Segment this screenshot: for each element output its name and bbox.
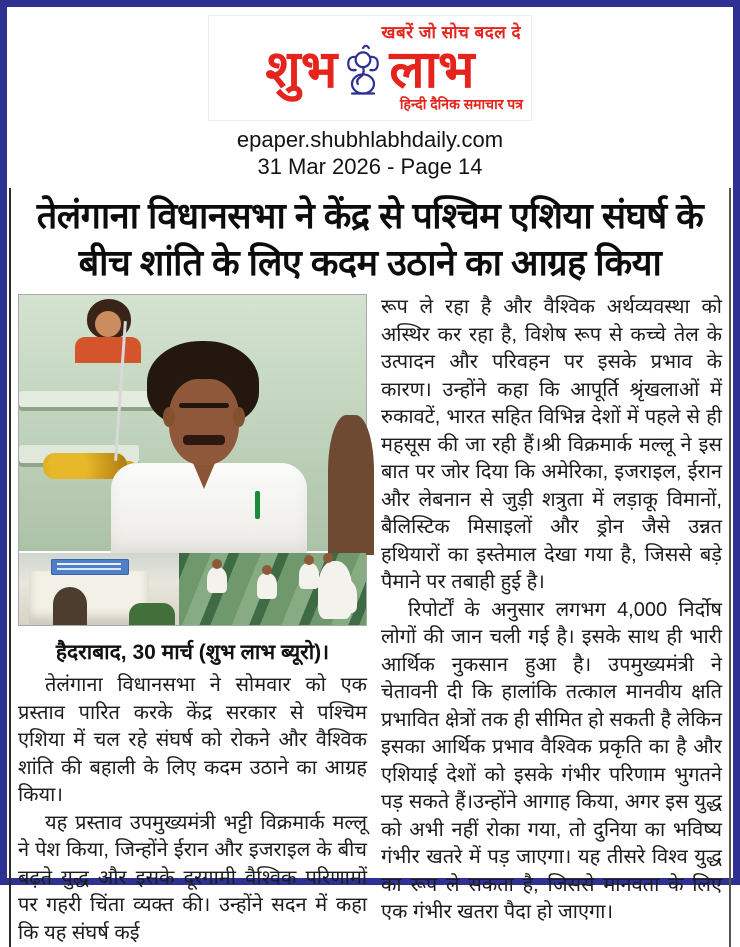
epaper-url: epaper.shubhlabhdaily.com — [7, 127, 733, 153]
assembly-house-photo — [179, 553, 366, 625]
right-column-paragraph-2: रिपोर्टों के अनुसार लगभग 4,000 निर्दोष लोगों की जान चली गई है। इसके साथ ही भारी आर्थिक नुकसान हुआ है। उपमुख्यमंत्री ने चेतावनी दी कि हालांकि तत्काल मानवीय क्षति प्रभावित क्षेत्रों तक ही सीमित हो सकती है लेकिन इसका आर्थिक प्रभाव वैश्विक प्रकृति का है और एशियाई देशों को इसके गंभीर परिणाम भुगतने पड़ सकते हैं।उन्होंने आगाह किया, अगर इस युद्ध को अभी नहीं रोका गया, तो दुनिया का भविष्य गंभीर खतरे में पड़ जाएगा। यह तीसरे विश्व युद्ध का रूप ले सकता है, जिससे मानवता के लिए एक गंभीर खतरा पैदा हो जाएगा। — [381, 597, 722, 927]
right-column-paragraph-1: रूप ले रहा है और वैश्विक अर्थव्यवस्था को अस्थिर कर रहा है, विशेष रूप से कच्चे तेल के उत्पादन और परिवहन पर इसके प्रभाव के कारण। उन्होंने कहा कि आपूर्ति श्रृंखलाओं में रुकावटें, भारत सहित विभिन्न देशों में पहले से ही महसूस की जा रही हैं।श्री विक्रमार्क मल्लू ने इस बात पर जोर दिया कि अमेरिका, इजराइल, ईरान और लेबनान से जुड़ी शत्रुता में लड़ाकू विमानों, बैलिस्टिक मिसाइलों और ड्रोन जैसे उन्नत हथियारों का इस्तेमाल देखा गया है, जिससे बड़े पैमाने पर तबाही हुई है। — [381, 294, 722, 597]
strip-photo — [19, 553, 366, 625]
speaker-mustache — [183, 435, 225, 445]
assembly-member — [318, 561, 352, 619]
column-left — [18, 294, 367, 947]
green-pen — [255, 491, 260, 519]
article-columns — [16, 292, 724, 947]
building-arch — [53, 587, 87, 625]
assembly-member — [207, 567, 227, 593]
assembly-building-photo — [19, 553, 179, 625]
background-member-face — [95, 311, 121, 337]
speaker-ear — [233, 407, 245, 427]
main-photo — [19, 295, 366, 551]
masthead-logo — [215, 41, 525, 99]
speaker-brow — [179, 403, 229, 408]
masthead-subtitle: हिन्दी दैनिक समाचार पत्र — [215, 95, 525, 114]
edition-date-page: 31 Mar 2026 - Page 14 — [7, 154, 733, 180]
headline-line-1: तेलंगाना विधानसभा ने केंद्र से पश्चिम एशिया संघर्ष के — [18, 192, 722, 239]
masthead-tagline: खबरें जो सोच बदल दे — [215, 20, 525, 43]
logo-word-labh: लाभ — [389, 41, 474, 99]
assembly-member — [257, 573, 277, 599]
headline-line-2: बीच शांति के लिए कदम उठाने का आग्रह किया — [18, 239, 722, 286]
article-photo-block — [18, 294, 367, 626]
assembly-member — [299, 563, 319, 589]
masthead — [208, 15, 532, 121]
logo-word-shubh: शुभ — [265, 41, 337, 99]
ganesha-icon — [341, 43, 385, 97]
speaker-face — [169, 379, 239, 465]
background-person — [328, 415, 374, 555]
assembly-signboard — [51, 559, 129, 575]
dateline: हैदराबाद, 30 मार्च (शुभ लाभ ब्यूरो)। — [18, 638, 367, 666]
left-column-paragraph-1: तेलंगाना विधानसभा ने सोमवार को एक प्रस्ताव पारित करके केंद्र सरकार से पश्चिम एशिया में चल रहे संघर्ष को रोकने और वैश्विक शांति की बहाली के लिए कदम उठाने का आग्रह किया। — [18, 672, 367, 810]
column-right — [381, 294, 722, 947]
speaker-ear — [163, 407, 175, 427]
background-member-dress — [75, 337, 141, 363]
bush — [129, 603, 175, 625]
article — [9, 188, 731, 947]
left-column-paragraph-2: यह प्रस्ताव उपमुख्यमंत्री भट्टी विक्रमार्क मल्लू ने पेश किया, जिन्होंने ईरान और इजराइल के बीच बढ़ते युद्ध और इसके दूरगामी वैश्विक परिणामों पर गहरी चिंता व्यक्त की। उन्होंने सदन में कहा कि यह संघर्ष कई — [18, 810, 367, 947]
article-headline — [16, 190, 724, 292]
